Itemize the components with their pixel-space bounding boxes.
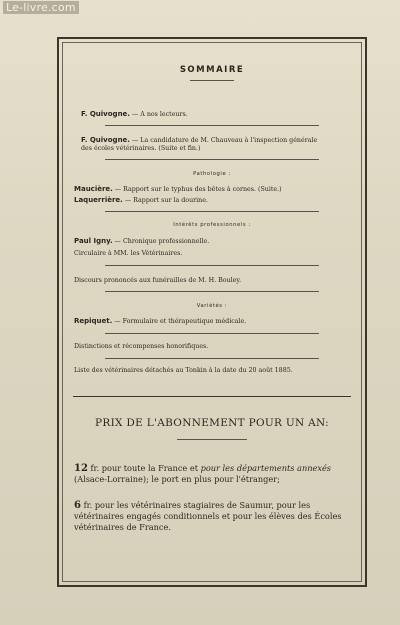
price-paragraph [74, 500, 350, 533]
toc-author: F. Quivogne. [81, 136, 130, 144]
toc-divider [105, 125, 319, 126]
toc-author: Maucière. [74, 185, 113, 193]
toc-entry [74, 196, 208, 205]
sommaire-title: SOMMAIRE [179, 65, 245, 75]
toc-entry: Distinctions et récompenses honorifiques. [74, 343, 209, 350]
toc-divider [105, 211, 319, 212]
toc-entry [74, 185, 282, 194]
toc-divider [105, 265, 319, 266]
price-text: fr. pour toute la France et [87, 463, 201, 473]
title-rule [190, 80, 234, 81]
toc-text: — Rapport sur la dourine. [122, 197, 208, 204]
toc-entry [74, 317, 246, 326]
toc-text: — Chronique professionnelle. [112, 238, 210, 245]
section-heading: Pathologie : [193, 171, 231, 177]
toc-author: Laquerrière. [74, 196, 123, 204]
price-amount: 6 [74, 500, 81, 511]
toc-divider [105, 358, 319, 359]
toc-author: Paul Igny. [74, 237, 113, 245]
toc-entry: Liste des vétérinaires détachés au Tonkin à la date du 20 août 1885. [74, 367, 293, 374]
toc-entry: Discours prononcés aux funérailles de M. H. Bouley. [74, 277, 242, 284]
toc-entry [74, 237, 209, 246]
subscription-title: PRIX DE L'ABONNEMENT POUR UN AN: [95, 417, 329, 429]
section-separator [73, 396, 351, 397]
toc-entry: Circulaire à MM. les Vétérinaires. [74, 250, 183, 257]
toc-author: Repiquet. [74, 317, 113, 325]
price-text: fr. pour les vétérinaires stagiaires de Saumur, pour les vétérinaires engagés conditionnels et pour les élèves des Écoles vétérinaires de France. [74, 500, 342, 532]
toc-text-continued: des écoles vétérinaires. (Suite et fin.) [81, 145, 201, 152]
price-text: (Alsace-Lorraine); le port en plus pour l'étranger; [74, 474, 280, 484]
price-paragraph [74, 463, 350, 485]
document-frame [57, 37, 367, 587]
toc-divider [105, 291, 319, 292]
section-heading: Variétés : [196, 303, 228, 309]
toc-divider [105, 333, 319, 334]
toc-entry [81, 136, 317, 145]
toc-text: — A nos lecteurs. [129, 111, 188, 118]
price-amount: 12 [74, 463, 88, 474]
watermark: Le-livre.com [3, 1, 79, 14]
toc-text: — Formulaire et thérapeutique médicale. [112, 318, 247, 325]
subscription-rule [177, 439, 247, 440]
price-text-italic: pour les départements annexés [200, 463, 331, 473]
toc-text: — Rapport sur le typhus des bêtes à cornes. (Suite.) [112, 186, 282, 193]
toc-text: — La candidature de M. Chauveau à l'inspection générale [129, 137, 318, 144]
toc-entry [81, 110, 188, 119]
toc-author: F. Quivogne. [81, 110, 130, 118]
toc-divider [105, 159, 319, 160]
section-heading: Intérêts professionnels : [173, 222, 251, 228]
